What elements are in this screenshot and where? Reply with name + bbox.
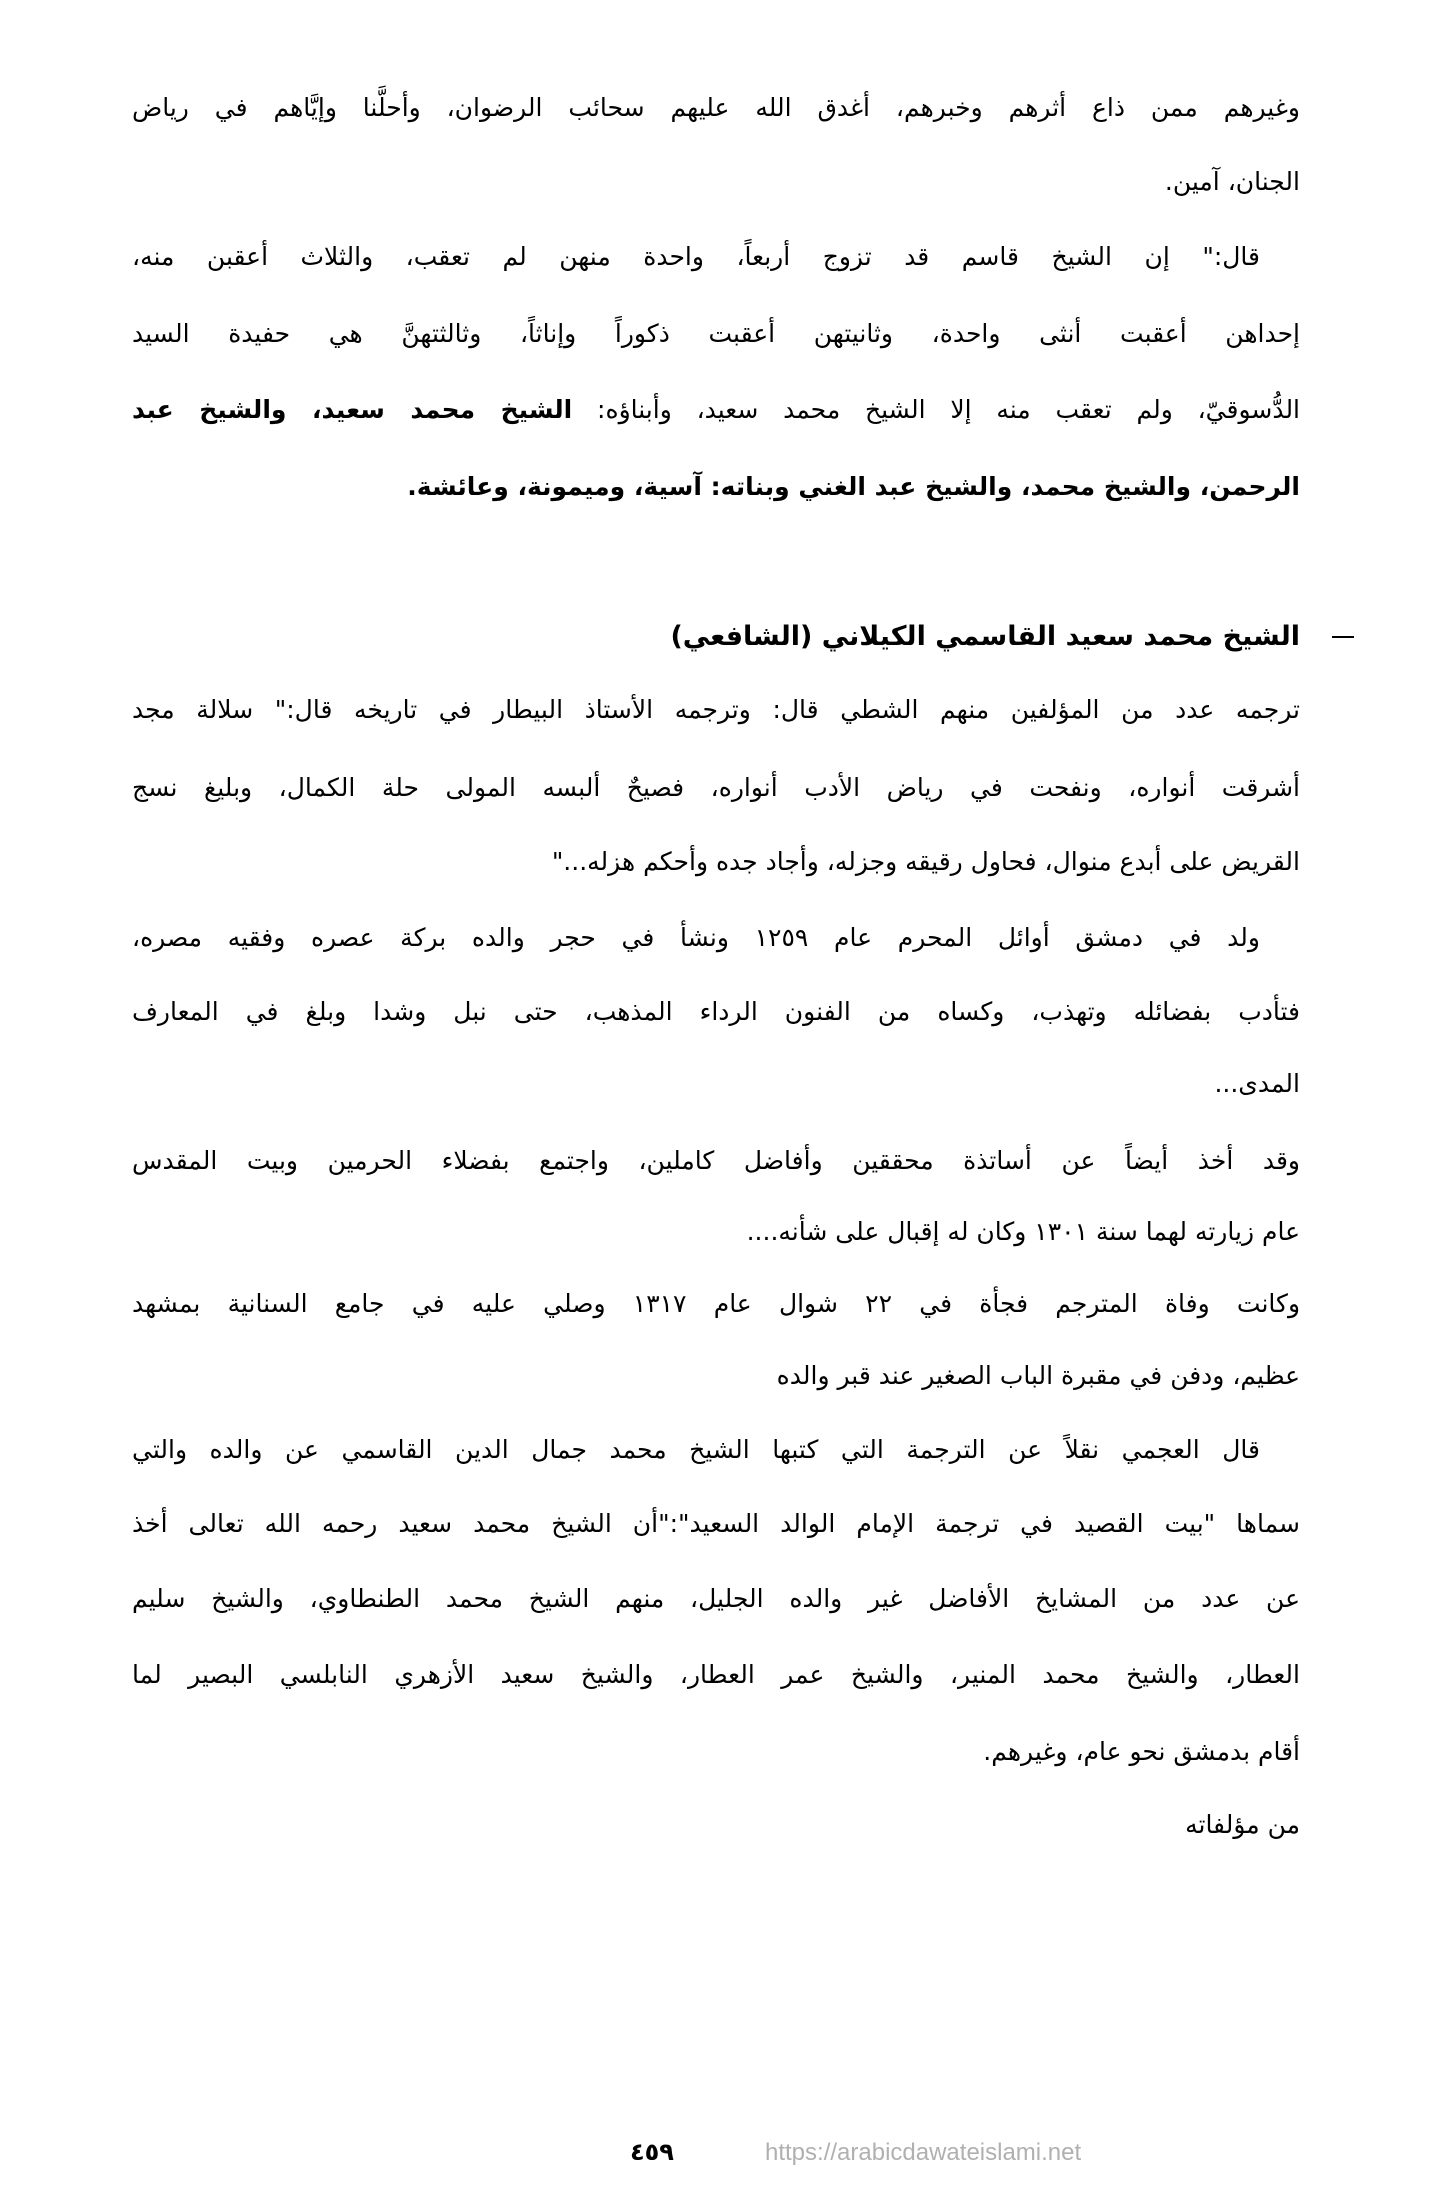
text-line: الجنان، آمين. [1164, 167, 1300, 196]
watermark-url: https://arabicdawateislami.net [765, 2139, 1082, 2166]
section-heading: الشيخ محمد سعيد القاسمي الكيلاني (الشافعي) [670, 621, 1300, 652]
text-line: العطار، والشيخ محمد المنير، والشيخ عمر العطار، والشيخ سعيد الأزهري النابلسي البصير لما [132, 1660, 1300, 1689]
text-line: عظيم، ودفن في مقبرة الباب الصغير عند قبر والده [776, 1361, 1300, 1390]
text-line: المدى... [1214, 1069, 1300, 1098]
text-line-bold: الرحمن، والشيخ محمد، والشيخ عبد الغني وبناته: آسية، وميمونة، وعائشة. [407, 472, 1300, 501]
text-line: وكانت وفاة المترجم فجأة في ٢٢ شوال عام ١٣١٧ وصلي عليه في جامع السنانية بمشهد [132, 1289, 1301, 1318]
text-line: ترجمه عدد من المؤلفين منهم الشطي قال: وترجمه الأستاذ البيطار في تاريخه قال:" سلالة مجد [132, 695, 1300, 724]
text-line: القريض على أبدع منوال، فحاول رقيقه وجزله، وأجاد جده وأحكم هزله..." [551, 847, 1300, 876]
text-line: ولد في دمشق أوائل المحرم عام ١٢٥٩ ونشأ في حجر والده بركة عصره وفقيه مصره، [132, 923, 1260, 952]
text-line: أشرقت أنواره، ونفحت في رياض الأدب أنواره، فصيحٌ ألبسه المولى حلة الكمال، وبليغ نسج [132, 773, 1300, 802]
text-line: وقد أخذ أيضاً عن أساتذة محققين وأفاضل كاملين، واجتمع بفضلاء الحرمين وبيت المقدس [132, 1146, 1300, 1175]
text-segment: الدُّسوقيّ، ولم تعقب منه إلا الشيخ محمد سعيد، وأبناؤه: [572, 395, 1301, 424]
text-line: عن عدد من المشايخ الأفاضل غير والده الجليل، منهم الشيخ محمد الطنطاوي، والشيخ سليم [132, 1584, 1300, 1613]
text-line: قال:" إن الشيخ قاسم قد تزوج أربعاً، واحدة منهن لم تعقب، والثلاث أعقبن منه، [132, 242, 1260, 271]
page-number: ٤٥٩ [630, 2138, 674, 2166]
text-line: سماها "بيت القصيد في ترجمة الإمام الوالد السعيد":"أن الشيخ محمد سعيد رحمه الله تعالى أخذ [132, 1509, 1300, 1538]
bold-names: الشيخ محمد سعيد، والشيخ عبد [132, 395, 573, 424]
text-line: عام زيارته لهما سنة ١٣٠١ وكان له إقبال على شأنه.... [746, 1217, 1300, 1246]
text-line: أقام بدمشق نحو عام، وغيرهم. [983, 1737, 1300, 1766]
text-line: إحداهن أعقبت أنثى واحدة، وثانيتهن أعقبت ذكوراً وإناثاً، وثالثتهنَّ هي حفيدة السيد [132, 319, 1300, 348]
text-line: وغيرهم ممن ذاع أثرهم وخبرهم، أغدق الله عليهم سحائب الرضوان، وأحلَّنا وإيَّاهم في رياض [132, 93, 1300, 122]
list-dash [1332, 636, 1354, 638]
text-line: قال العجمي نقلاً عن الترجمة التي كتبها الشيخ محمد جمال الدين القاسمي عن والده والتي [132, 1435, 1260, 1464]
works-heading: من مؤلفاته [1185, 1810, 1300, 1839]
text-line: فتأدب بفضائله وتهذب، وكساه من الفنون الرداء المذهب، حتى نبل وشدا وبلغ في المعارف [132, 997, 1300, 1026]
text-line [132, 390, 1300, 430]
